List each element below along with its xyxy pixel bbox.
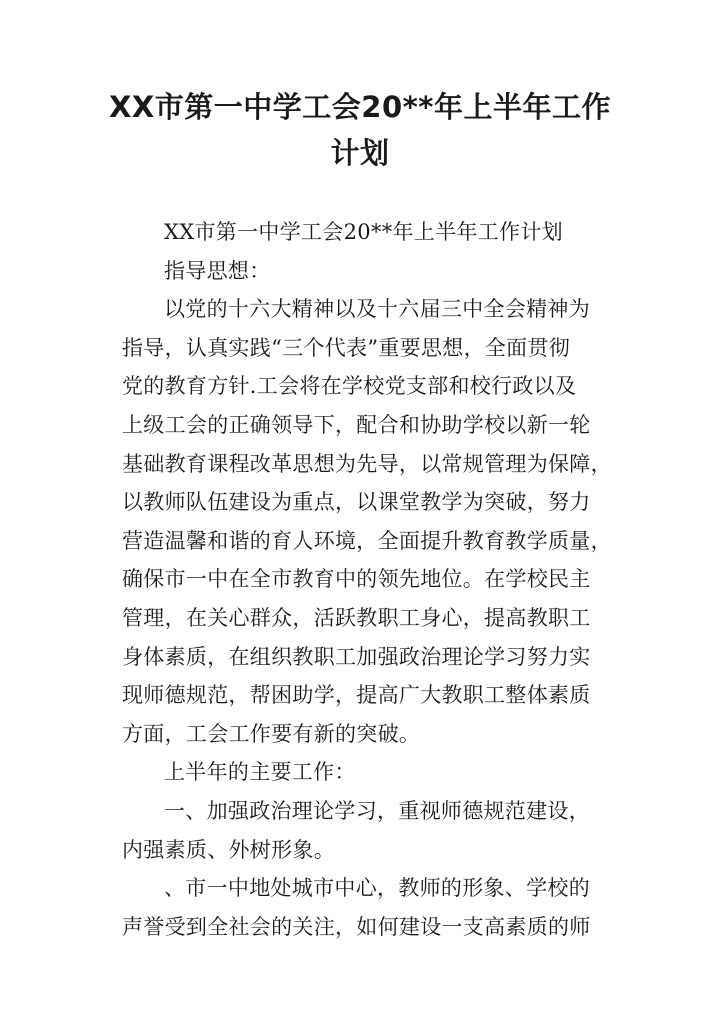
title-line-2: 计划	[330, 136, 390, 170]
body-line: 上半年的主要工作：	[164, 760, 356, 785]
title-line-1: XX市第一中学工会20**年上半年工作	[109, 90, 611, 124]
body-line: 内强素质、外树形象。	[122, 837, 335, 862]
body-line: 确保市一中在全市教育中的领先地位。在学校民主	[122, 567, 591, 592]
body-line: 党的教育方针.工会将在学校党支部和校行政以及	[122, 374, 577, 399]
body-line: 基础教育课程改革思想为先导，以常规管理为保障，	[122, 451, 612, 476]
body-line: 现师德规范，帮困助学，提高广大教职工整体素质	[122, 683, 591, 708]
document-title	[90, 84, 630, 176]
body-line: 营造温馨和谐的育人环境，全面提升教育教学质量，	[122, 528, 612, 553]
body-line: 指导思想：	[164, 258, 271, 283]
body-line: 指导，认真实践“三个代表”重要思想，全面贯彻	[122, 335, 571, 360]
body-line: 以党的十六大精神以及十六届三中全会精神为	[164, 297, 590, 322]
body-line: XX市第一中学工会20**年上半年工作计划	[164, 220, 563, 244]
body-line: 身体素质，在组织教职工加强政治理论学习努力实	[122, 644, 591, 669]
body-line: 管理，在关心群众，活跃教职工身心，提高教职工	[122, 605, 591, 630]
body-line: 、市一中地处城市中心，教师的形象、学校的	[164, 876, 590, 901]
body-line: 声誉受到全社会的关注，如何建设一支高素质的师	[122, 914, 591, 939]
body-line: 以教师队伍建设为重点，以课堂教学为突破，努力	[122, 490, 591, 515]
body-line: 方面，工会工作要有新的突破。	[122, 721, 421, 746]
body-line: 上级工会的正确领导下，配合和协助学校以新一轮	[122, 412, 591, 437]
body-line: 一、加强政治理论学习，重视师德规范建设，	[164, 798, 590, 823]
document-body	[122, 213, 612, 946]
